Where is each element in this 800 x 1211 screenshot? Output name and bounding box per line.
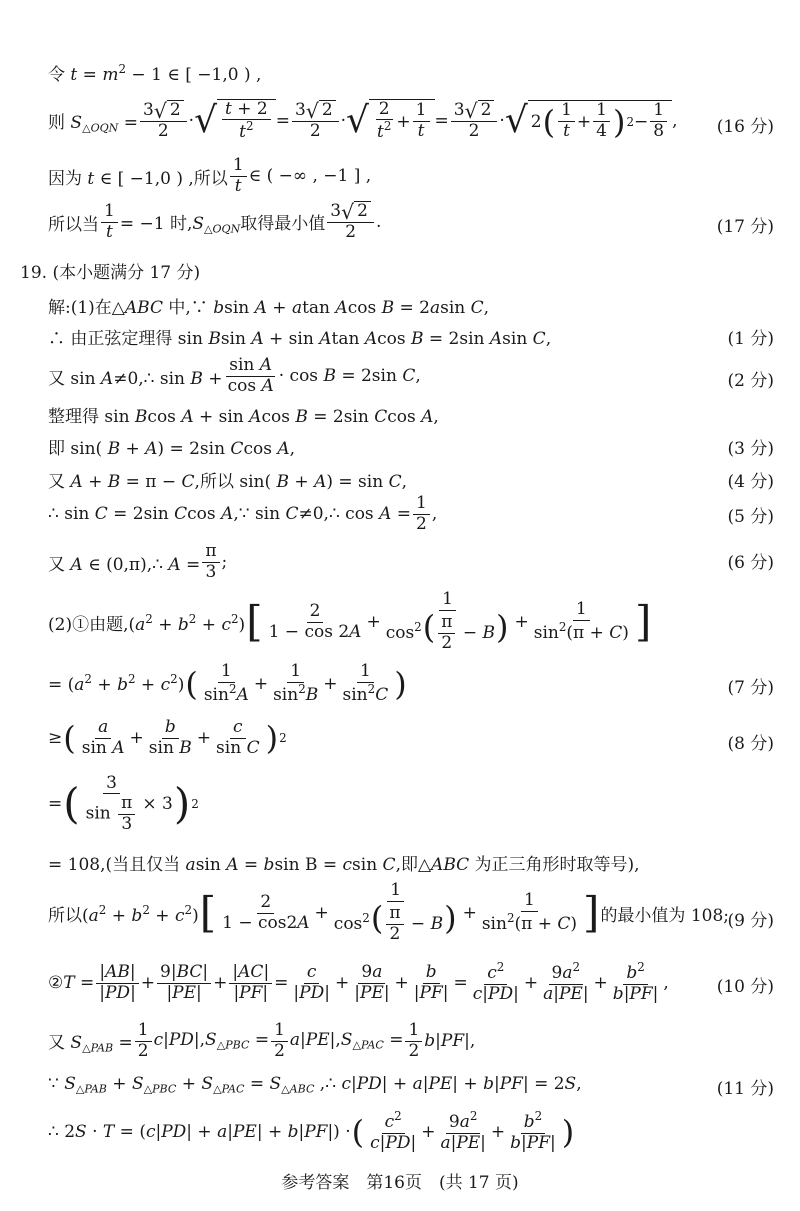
question-19-title: 19. (本小题满分 17 分) xyxy=(20,263,201,283)
score-9: (9 分) xyxy=(727,911,774,931)
line-t-definition: 令 $t = m^2 - 1$ ∈ [ −1,0 ) , xyxy=(48,61,262,85)
score-8: (8 分) xyxy=(727,734,774,754)
line-reciprocal-range: 因为 t ∈ [ −1,0 ) ,所以 $\frac{1}{t}$ ∈ ( −∞ , −1 ] , xyxy=(48,154,372,196)
line-area-minimum: 所以当 $\frac{1}{t}$ = −1 时$,S_{\triangle OQN}$取得最小值 3 √ 2 2 . xyxy=(48,199,382,242)
part2-step-9: = ( 3 sin $\frac{\pi}{3}$ × 3 ) 2 xyxy=(48,772,199,834)
part2-step-8: ≥ ( $\frac{a}{\text{sin A}}$ + $\frac{b}{\text{sin B}}$ + $\frac{c}{\text{sin C}}$ ) 2 xyxy=(48,716,287,758)
part2-step-10: = 108,(当且仅当 asin A = bsin B = csin C,即△ABC 为正三角形时取等号), xyxy=(48,855,640,875)
score-5: (5 分) xyxy=(727,507,774,527)
page-footer: 参考答案 第16页 (共 17 页) xyxy=(281,1173,519,1193)
score-10: (10 分) xyxy=(716,977,774,997)
score-3: (3 分) xyxy=(727,439,774,459)
solution-line-4: 整理得 sin Bcos A + sin Acos B = 2sin Ccos A, xyxy=(48,407,439,427)
score-16: (16 分) xyxy=(716,117,774,137)
solution-line-5: 即 sin( B + A) = 2sin Ccos A, xyxy=(48,439,296,459)
part2-step-7: = $(a^2 + b^2 + c^2)$ ( $\frac{1}{\sin^2A}$ + $\frac{1}{\sin^2B}$ + $\frac{1}{\sin^2C}$ ) xyxy=(48,661,407,706)
solution-line-8: 又 A ∈ (0,π),∴ A = $\frac{\pi}{3}$ ; xyxy=(48,540,228,582)
part2-conclusion: 所以$(a^2 + b^2 + c^2)$ [ $\frac{2}{1 - \cos 2A}$ + 1 $\cos^2$( $\frac{\pi}{2}$ − B) + $\frac{1}{\sin^2(\pi + C)}$ ] 的最小值为 108; xyxy=(48,880,730,944)
score-17: (17 分) xyxy=(716,217,774,237)
score-4: (4 分) xyxy=(727,472,774,492)
t-expression: ②T = $\frac{|AB|}{|PD|}$ + $\frac{9|BC|}{|PE|}$ + $\frac{|AC|}{|PF|}$ = $\frac{c}{|PD|}$ + $\frac{9a}{|PE|}$ + $\frac{b}{|PF|}$ = $\frac{c^2}{c|PD|}$ + $\frac{9a^2}{a|PE|}$ + $\frac{b^2}{b|PF|}$ , xyxy=(48,960,669,1005)
t-areas: 又 $S_{\triangle PAB}$ = $\frac{1}{2}$ $c|PD|,S_{\triangle PBC}$ = $\frac{1}{2}$ $a|PE|,S_{\triangle PAC}$ = $\frac{1}{2}$ b|PF|, xyxy=(48,1019,476,1061)
t-product: ∴ 2S · T = (c|PD| + a|PE| + b|PF|) · ( $\frac{c^2}{c|PD|}$ + $\frac{9a^2}{a|PE|}$ + $\frac{b^2}{b|PF|}$ ) xyxy=(48,1109,575,1154)
solution-line-6: 又 A + B = π − C,所以 sin( B + A) = sin C, xyxy=(48,472,407,492)
score-2: (2 分) xyxy=(727,371,774,391)
t-area-sum: ∵ $S_{\triangle PAB} + S_{\triangle PBC} + S_{\triangle PAC} = S_{\triangle ABC}$ ,∴ c|PD| + a|PE| + b|PF| = 2S, xyxy=(48,1074,582,1096)
solution-line-3: 又 sin A≠0,∴ sin B + $\frac{\text{sin A}}{\text{cos A}}$ · cos B = 2sin C, xyxy=(48,354,421,396)
line-area-formula: 则 $S_{\triangle OQN}$ = 3 √ 2 2 · √ $\frac{t + 2}{t^2}$ = 3 √ 2 2 · √ $\frac{2}{t^2}$ + $\frac{1}{t}$ = 3 √ 2 2 · √ 2 ( $\frac{1}{t}$ + $\frac{1}{4}$ ) 2 − $\frac{1}{8}$ , xyxy=(48,98,678,143)
solution-line-7: ∴ sin C = 2sin Ccos A,∵ sin C≠0,∴ cos A = $\frac{1}{2}$ , xyxy=(48,492,438,534)
score-11: (11 分) xyxy=(716,1079,774,1099)
score-7: (7 分) xyxy=(727,678,774,698)
solution-line-1: 解:(1)在△ABC 中,∵ bsin A + atan Acos B = 2asin C, xyxy=(48,298,490,318)
part2-expression: (2)①由题$,(a^2 + b^2 + c^2)$ [ $\frac{2}{1 - \cos 2A}$ + 1 $\cos^2$( $\frac{\pi}{2}$ − B) + $\frac{1}{\sin^2(\pi + C)}$ ] xyxy=(48,589,652,653)
solution-line-2: ∴ 由正弦定理得 sin Bsin A + sin Atan Acos B = 2sin Asin C, xyxy=(48,329,552,349)
score-6: (6 分) xyxy=(727,553,774,573)
score-1: (1 分) xyxy=(727,329,774,349)
